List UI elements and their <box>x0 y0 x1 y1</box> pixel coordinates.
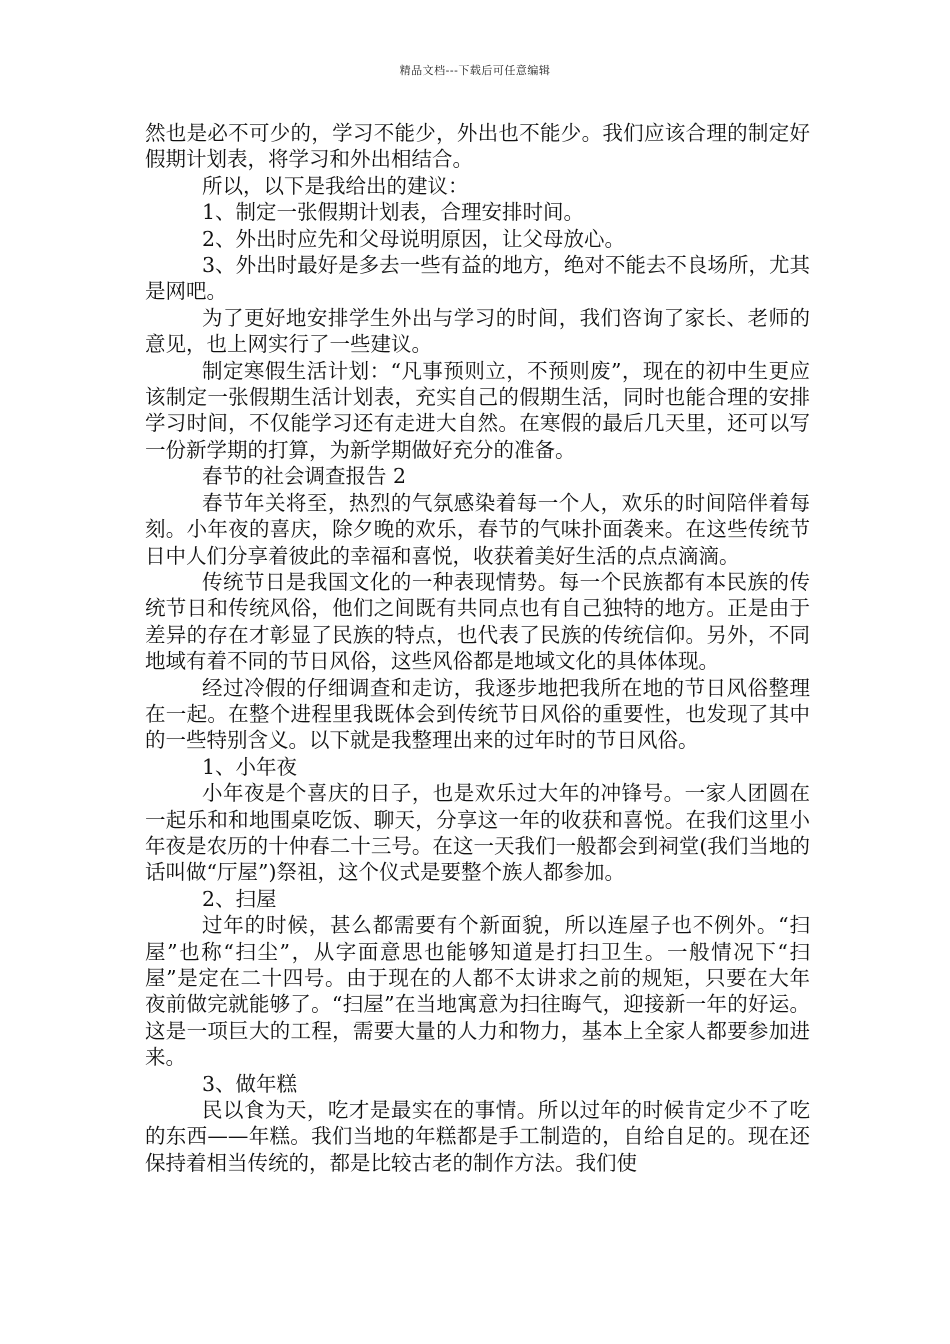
section-heading: 1、小年夜 <box>202 754 298 779</box>
paragraph: 小年夜是个喜庆的日子，也是欢乐过大年的冲锋号。一家人团圆在一起乐和和地围桌吃饭、聊天，分享这一年的收获和喜悦。在我们这里小年夜是农历的十仲春二十三号。在这一天我们一般都会到祠堂(我们当地的话叫做“厅屋”)祭祖，这个仪式是要整个族人都参加。 <box>145 781 810 885</box>
paragraph: 然也是必不可少的，学习不能少，外出也不能少。我们应该合理的制定好假期计划表，将学习和外出相结合。 <box>145 121 810 172</box>
paragraph: 民以食为天，吃才是最实在的事情。所以过年的时候肯定少不了吃的东西——年糕。我们当地的年糕都是手工制造的，自给自足的。现在还保持着相当传统的，都是比较古老的制作方法。我们使 <box>145 1098 810 1175</box>
header-text: 精品文档---下载后可任意编辑 <box>399 64 551 77</box>
paragraph: 传统节日是我国文化的一种表现情势。每一个民族都有本民族的传统节日和传统风俗，他们之间既有共同点也有自己独特的地方。正是由于差异的存在才彰显了民族的特点，也代表了民族的传统信仰。另外，不同地域有着不同的节日风俗，这些风俗都是地域文化的具体体现。 <box>145 569 810 674</box>
section-heading: 3、做年糕 <box>202 1071 298 1096</box>
paragraph: 所以，以下是我给出的建议： <box>202 173 469 198</box>
list-item: 1、制定一张假期计划表，合理安排时间。 <box>202 200 585 225</box>
list-item: 2、外出时应先和父母说明原因，让父母放心。 <box>202 226 626 251</box>
section-heading: 2、扫屋 <box>202 886 277 911</box>
paragraph: 经过冷假的仔细调查和走访，我逐步地把我所在地的节日风俗整理在一起。在整个进程里我既体会到传统节日风俗的重要性，也发现了其中的一些特别含义。以下就是我整理出来的过年时的节日风俗。 <box>145 675 810 753</box>
page-header <box>0 64 950 78</box>
paragraph: 春节年关将至，热烈的气氛感染着每一个人，欢乐的时间陪伴着每刻。小年夜的喜庆，除夕晚的欢乐，春节的气味扑面袭来。在这些传统节日中人们分享着彼此的幸福和喜悦，收获着美好生活的点点滴滴。 <box>145 490 810 568</box>
list-item: 3、外出时最好是多去一些有益的地方，绝对不能去不良场所，尤其是网吧。 <box>145 253 810 304</box>
paragraph: 为了更好地安排学生外出与学习的时间，我们咨询了家长、老师的意见，也上网实行了一些建议。 <box>145 305 810 357</box>
section-title: 春节的社会调查报告 2 <box>202 464 407 489</box>
paragraph: 制定寒假生活计划：“凡事预则立，不预则废”，现在的初中生更应该制定一张假期生活计划表，充实自己的假期生活，同时也能合理的安排学习时间，不仅能学习还有走进大自然。在寒假的最后几天里，还可以写一份新学期的打算，为新学期做好充分的准备。 <box>145 358 810 462</box>
document-body <box>145 120 810 1176</box>
paragraph: 过年的时候，甚么都需要有个新面貌，所以连屋子也不例外。“扫屋”也称“扫尘”，从字面意思也能够知道是打扫卫生。一般情况下“扫屋”是定在二十四号。由于现在的人都不太讲求之前的规矩，只要在大年夜前做完就能够了。“扫屋”在当地寓意为扫往晦气，迎接新一年的好运。这是一项巨大的工程，需要大量的人力和物力，基本上全家人都要参加进来。 <box>145 913 810 1070</box>
